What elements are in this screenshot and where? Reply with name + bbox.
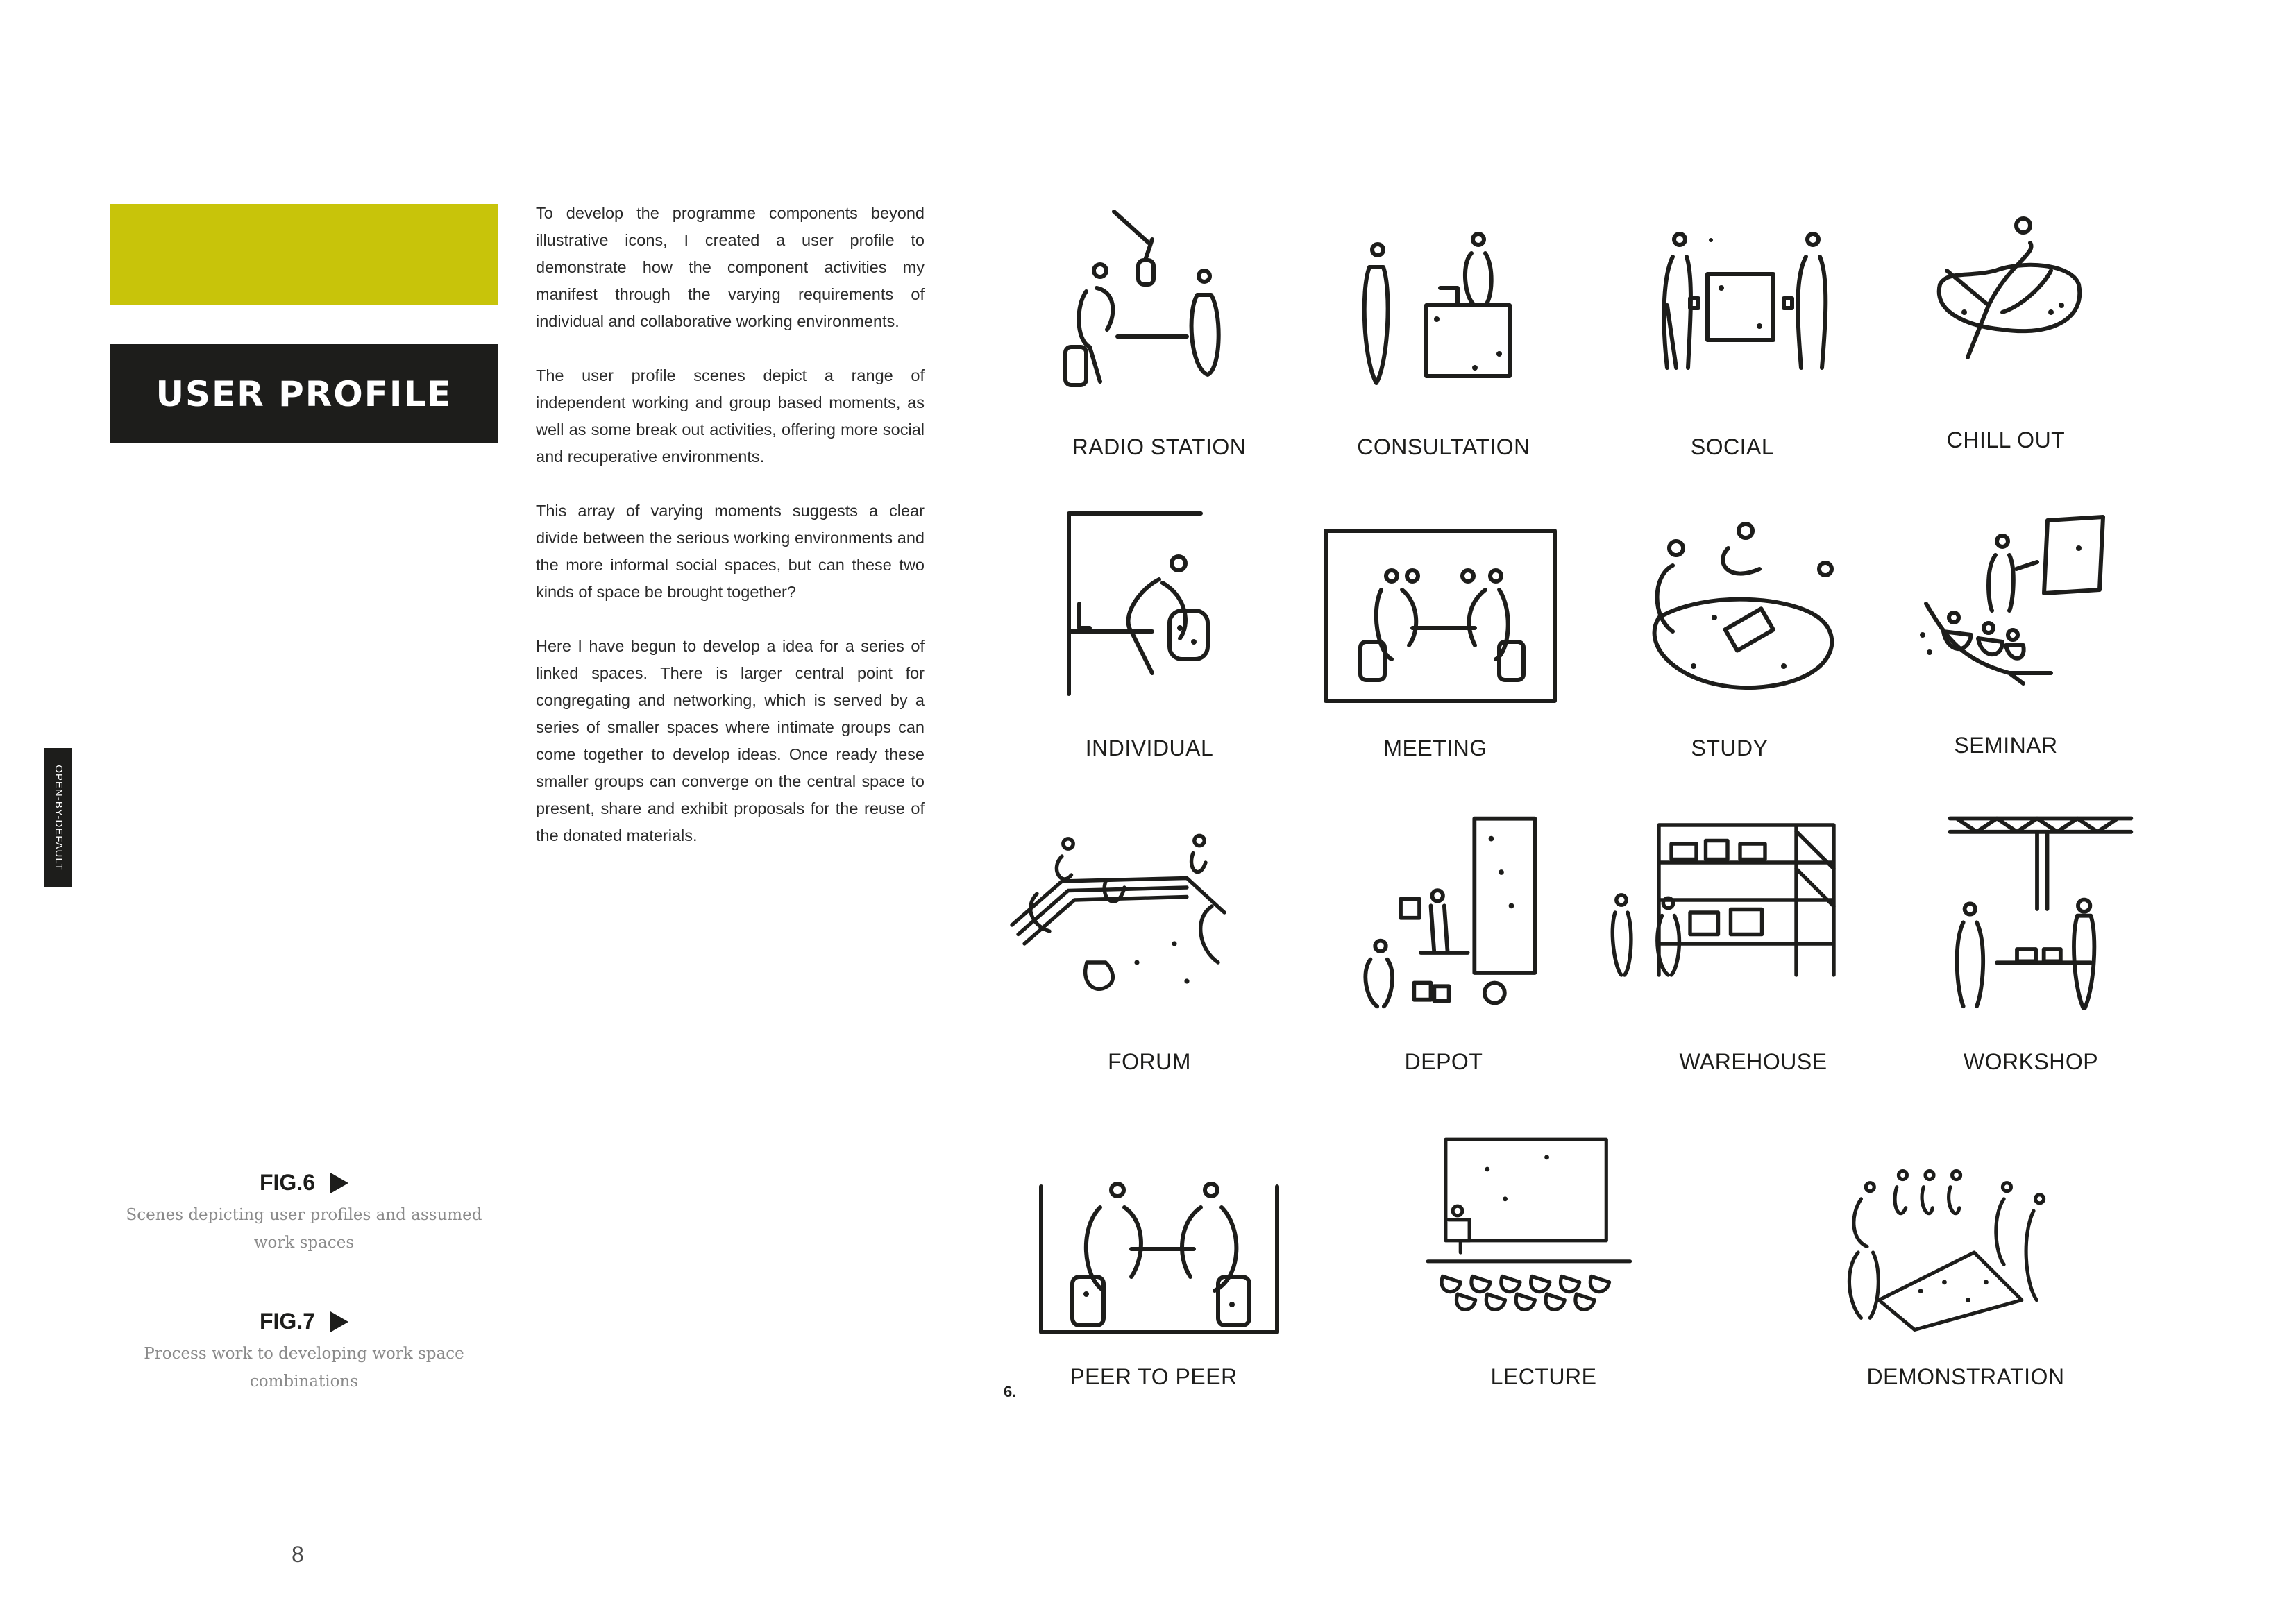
scene-label-lecture: LECTURE xyxy=(1490,1364,1597,1389)
body-paragraph: To develop the programme components beyond illustrative icons, I created a user profile to demonstrate how the component activities my manifest through the varying requirements of individual and collaborative working environments. xyxy=(536,204,925,330)
title-banner xyxy=(110,344,498,443)
scene-label-chill-out: CHILL OUT xyxy=(1946,427,2066,452)
scene-label-seminar: SEMINAR xyxy=(1954,733,2058,758)
scene-label-radio-station: RADIO STATION xyxy=(1072,434,1247,459)
workshop-sketch xyxy=(1912,808,2162,1010)
body-text xyxy=(536,200,925,876)
body-paragraph: Here I have begun to develop a idea for a series of linked spaces. There is larger central point for congregating and networking, which is served by a series of smaller spaces where intimate groups can come together to develop ideas. Once ready these smaller groups can converge on the central space to present, share and exhibit proposals for the reuse of the donated materials. xyxy=(536,637,925,844)
accent-color-block xyxy=(110,204,498,305)
scene-label-meeting: MEETING xyxy=(1383,736,1487,760)
radio-station-sketch xyxy=(1048,201,1298,402)
depot-sketch xyxy=(1336,812,1586,1013)
demonstration-sketch xyxy=(1825,1152,2075,1353)
chill-out-sketch xyxy=(1912,201,2162,402)
scene-label-peer-to-peer: PEER TO PEER xyxy=(1070,1364,1238,1389)
peer-to-peer-sketch xyxy=(1034,1173,1284,1374)
social-sketch xyxy=(1624,201,1874,402)
body-paragraph: The user profile scenes depict a range of independent working and group based moments, as well as some break out activities, offering more social and recuperative environments. xyxy=(536,366,925,466)
side-tab xyxy=(44,748,72,887)
scene-label-study: STUDY xyxy=(1691,736,1769,760)
figure-caption-text: Process work to developing work space combinations xyxy=(144,1345,464,1391)
scene-label-demonstration: DEMONSTRATION xyxy=(1866,1364,2065,1389)
consultation-sketch xyxy=(1336,201,1586,402)
figure-caption-text: Scenes depicting user profiles and assumed work spaces xyxy=(126,1206,482,1252)
page-number: 8 xyxy=(292,1542,304,1567)
meeting-sketch xyxy=(1322,520,1572,722)
seminar-sketch xyxy=(1912,513,2162,715)
figure-label: FIG.6 xyxy=(259,1170,315,1195)
figure-caption-6 xyxy=(110,1170,498,1257)
scene-label-warehouse: WAREHOUSE xyxy=(1679,1049,1827,1074)
figure-label: FIG.7 xyxy=(259,1309,315,1334)
individual-sketch xyxy=(1048,507,1298,708)
figure-caption-7 xyxy=(110,1309,498,1395)
scene-label-workshop: WORKSHOP xyxy=(1963,1049,2099,1074)
scene-label-individual: INDIVIDUAL xyxy=(1085,736,1214,760)
scene-label-depot: DEPOT xyxy=(1404,1049,1483,1074)
side-tab-label: OPEN-BY-DEFAULT xyxy=(52,764,65,871)
lecture-sketch xyxy=(1416,1131,1666,1332)
scene-label-social: SOCIAL xyxy=(1690,434,1775,459)
forum-sketch xyxy=(999,812,1249,1013)
figure-number: 6. xyxy=(1004,1383,1017,1400)
page-title: USER PROFILE xyxy=(155,373,453,414)
study-sketch xyxy=(1624,513,1874,715)
scene-label-forum: FORUM xyxy=(1108,1049,1191,1074)
play-arrow-icon xyxy=(330,1173,348,1193)
warehouse-sketch xyxy=(1596,812,1846,1013)
scene-label-consultation: CONSULTATION xyxy=(1357,434,1530,459)
play-arrow-icon xyxy=(330,1311,348,1332)
body-paragraph: This array of varying moments suggests a clear divide between the serious working environments and the more informal social spaces, but can these two kinds of space be brought together? xyxy=(536,502,925,601)
